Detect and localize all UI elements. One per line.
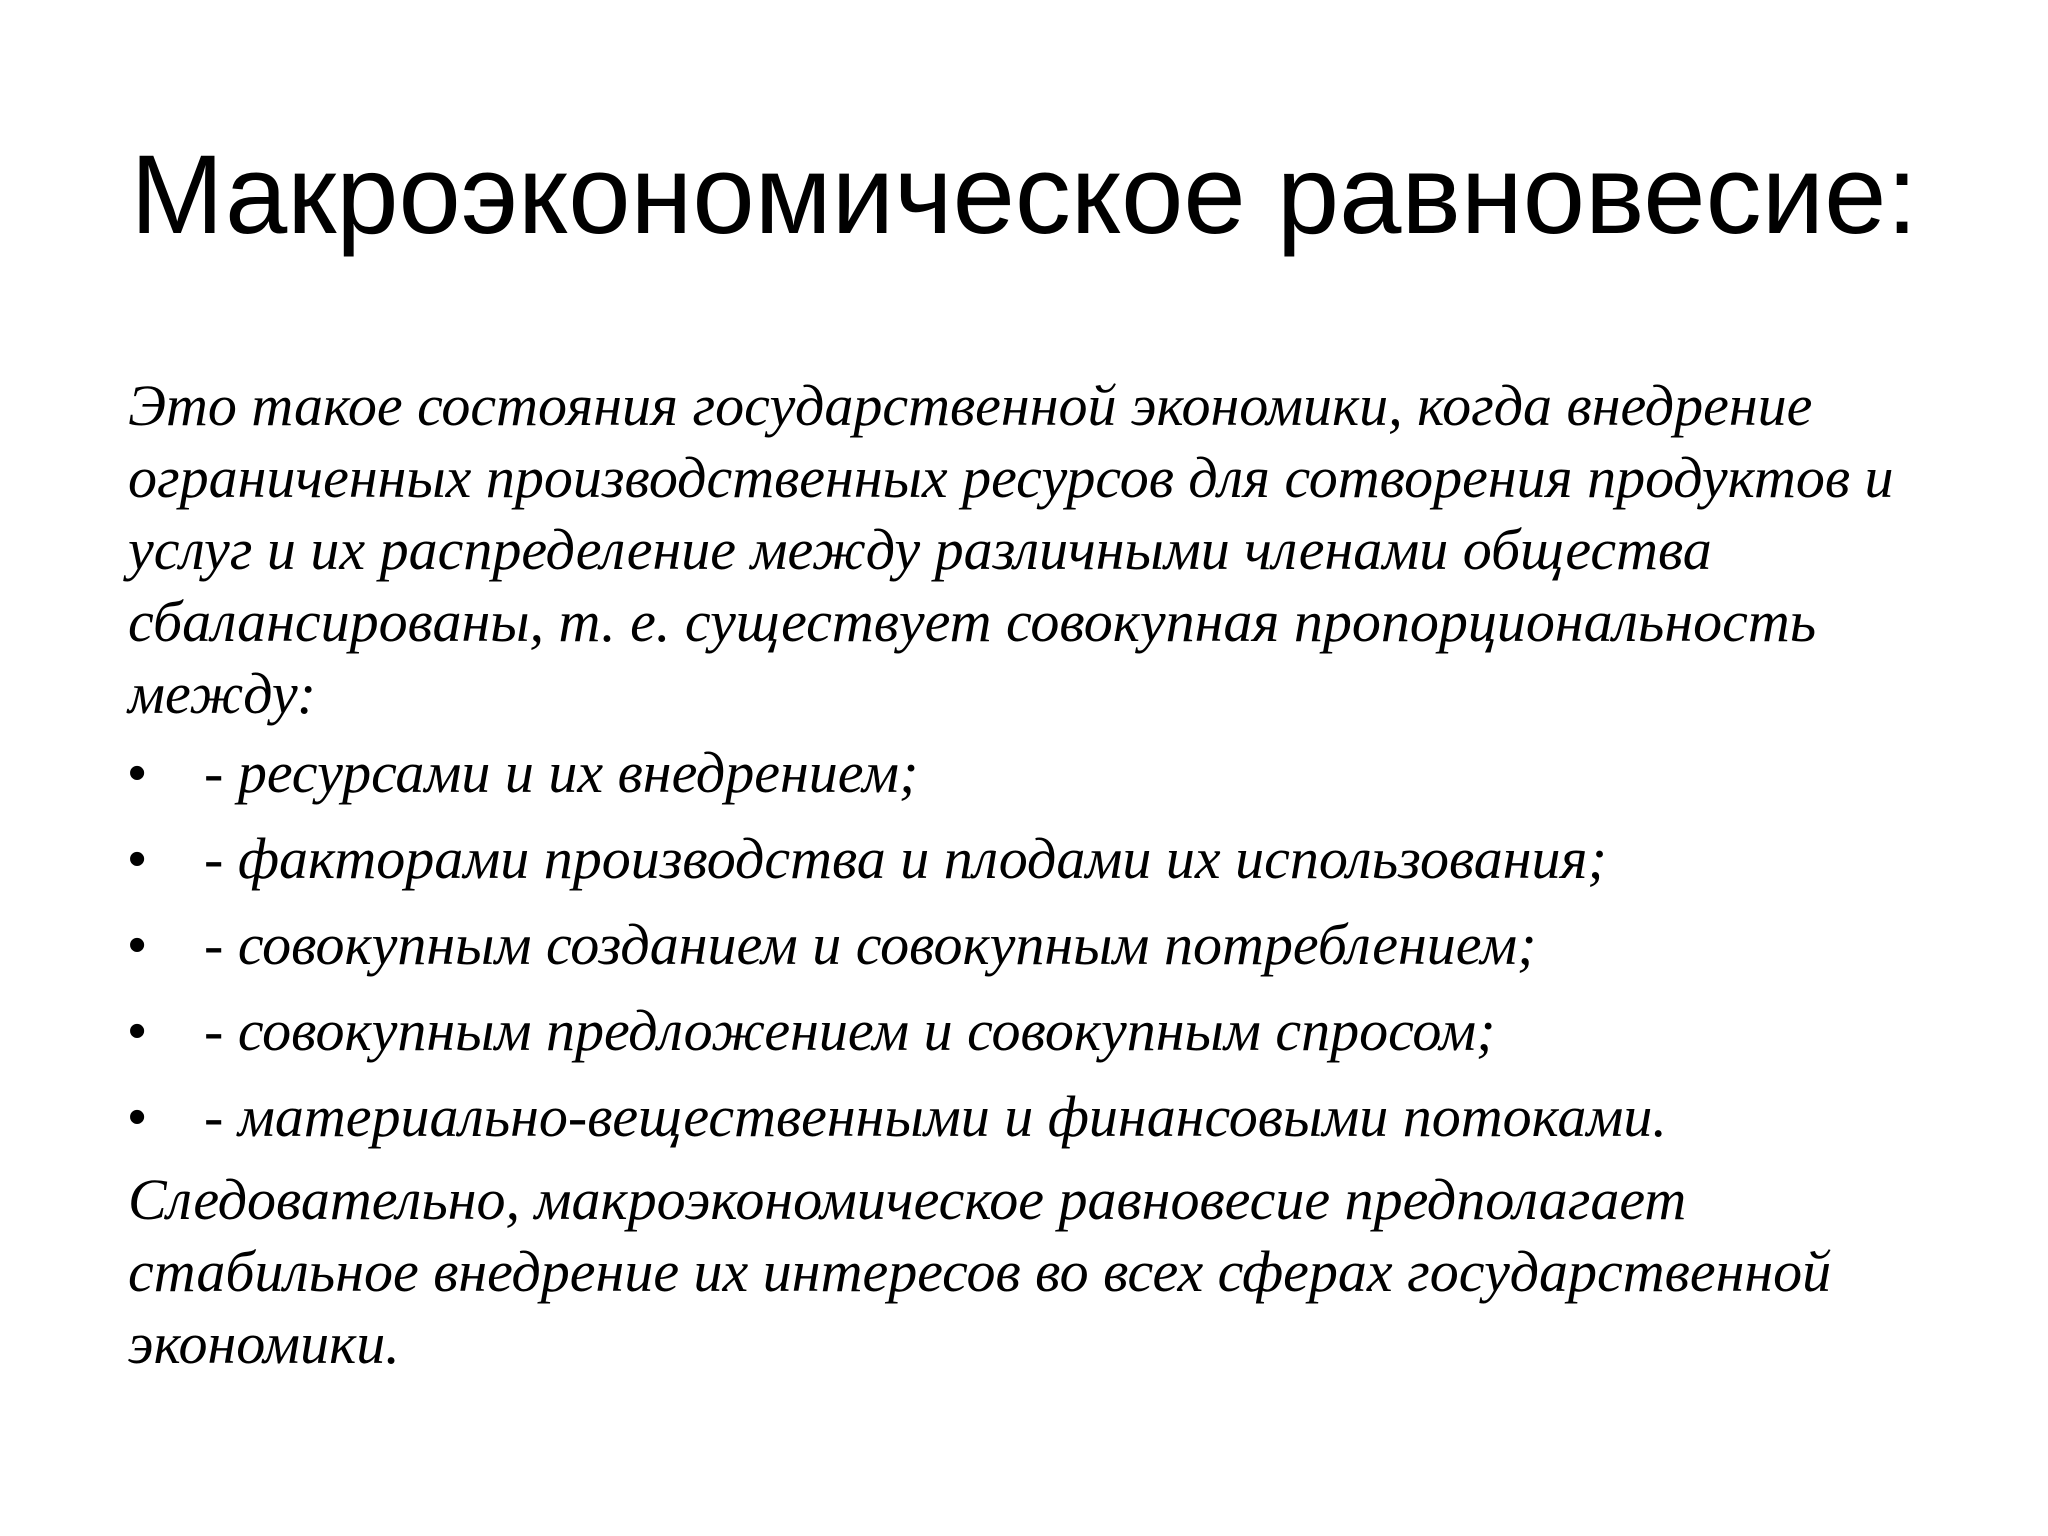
bullet-item bbox=[128, 730, 1958, 816]
bullet-icon: • bbox=[128, 1088, 147, 1146]
bullet-text: - материально-вещественными и финансовыми потоками. bbox=[204, 1084, 1667, 1149]
bullet-item bbox=[128, 988, 1958, 1074]
bullet-icon: • bbox=[128, 744, 147, 802]
bullet-text: - ресурсами и их внедрением; bbox=[204, 740, 919, 805]
bullet-item bbox=[128, 902, 1958, 988]
bullet-icon: • bbox=[128, 830, 147, 888]
conclusion-paragraph: Следовательно, макроэкономическое равновесие предполагает стабильное внедрение их интересов во всех сферах государственной экономики. bbox=[128, 1167, 1832, 1376]
slide-title: Макроэкономическое равновесие: bbox=[130, 132, 1918, 257]
bullet-list bbox=[128, 730, 1958, 1160]
bullet-icon: • bbox=[128, 1002, 147, 1060]
bullet-text: - совокупным предложением и совокупным спросом; bbox=[204, 998, 1496, 1063]
intro-paragraph: Это такое состояния государственной экономики, когда внедрение ограниченных производственных ресурсов для сотворения продуктов и услуг и их распределение между различными членами общества сбалансированы, т. е. существует совокупная пропорциональность между: bbox=[128, 373, 1894, 726]
bullet-item bbox=[128, 816, 1958, 902]
bullet-text: - факторами производства и плодами их использования; bbox=[204, 826, 1607, 891]
bullet-item bbox=[128, 1074, 1958, 1160]
slide-body bbox=[128, 370, 1958, 1380]
bullet-icon: • bbox=[128, 916, 147, 974]
bullet-text: - совокупным созданием и совокупным потреблением; bbox=[204, 912, 1537, 977]
